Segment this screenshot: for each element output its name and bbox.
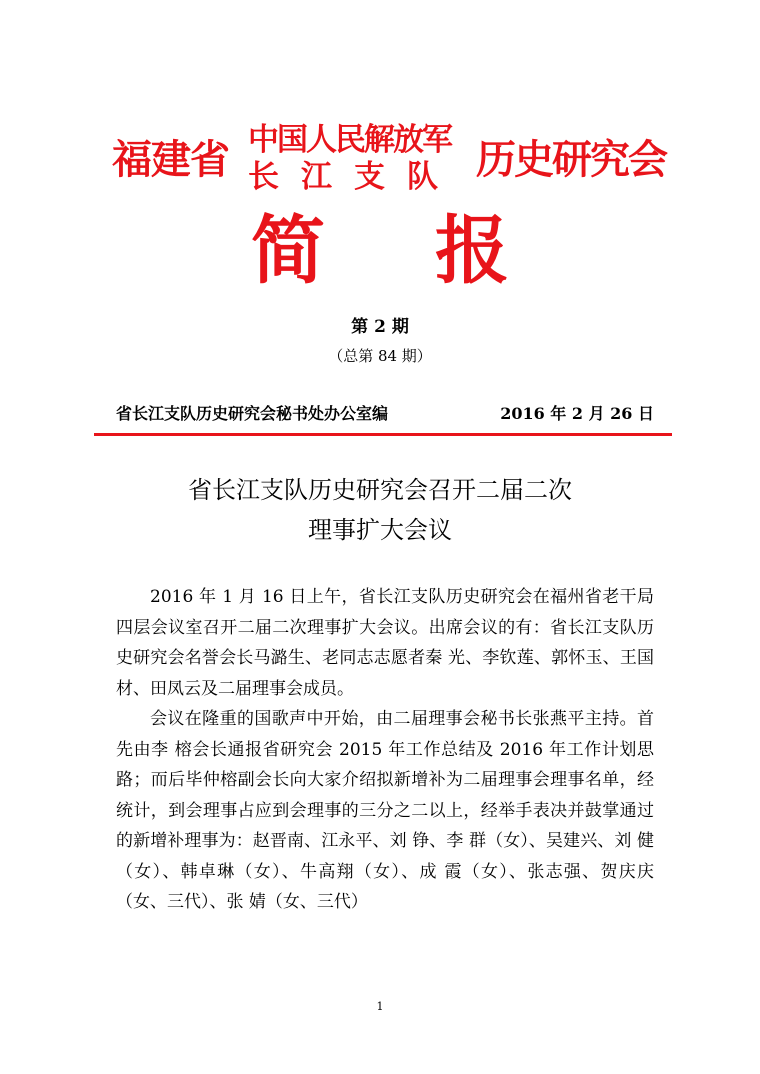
masthead-organization [0,122,760,202]
article-title-line-1: 省长江支队历史研究会召开二届二次 [188,476,572,504]
issue-number: 第 2 期 [351,317,409,337]
masthead-org-society: 历史研究会 [476,137,666,183]
masthead-org-branch: 长江支队 [248,159,460,195]
masthead-org-pla: 中国人民解放军 [248,122,451,158]
page-number: 1 [376,1000,384,1013]
masthead-title-char-2: 报 [435,208,509,294]
issue-total: （总第 84 期） [328,347,432,365]
article-paragraph: 2016 年 1 月 16 日上午，省长江支队历史研究会在福州省老干局四层会议室召开二届二次理事扩大会议。出席会议的有：省长江支队历史研究会名誉会长马潞生、老同志志愿者秦 光、李钦莲、郭怀玉、王国材、田凤云及二届理事会成员。 [116,587,654,699]
editor-office: 省长江支队历史研究会秘书处办公室编 [116,404,389,423]
article-title [0,470,760,550]
publish-date: 2016 年 2 月 26 日 [500,404,654,423]
article-paragraph: 会议在隆重的国歌声中开始，由二届理事会秘书长张燕平主持。首先由李 榕会长通报省研究会 2015 年工作总结及 2016 年工作计划思路；而后毕仲榕副会长向大家介绍拟新增补为二届理事会理事名单，经统计，到会理事占应到会理事的三分之二以上，经举手表决并鼓掌通过的新增补理事为：赵晋南、江永平、刘 铮、李 群（女）、吴建兴、刘 健（女）、韩卓琳（女）、牛高翔（女）、成 霞（女）、张志强、贺庆庆（女、三代）、张 婧（女、三代） [116,709,654,912]
article-title-line-2: 理事扩大会议 [308,516,452,544]
article-body [116,582,654,918]
masthead-title [0,206,760,296]
masthead-title-char-1: 简 [251,208,325,294]
masthead-org-unit [248,122,470,196]
red-divider-rule [94,433,672,436]
masthead-org-province: 福建省 [112,137,229,183]
